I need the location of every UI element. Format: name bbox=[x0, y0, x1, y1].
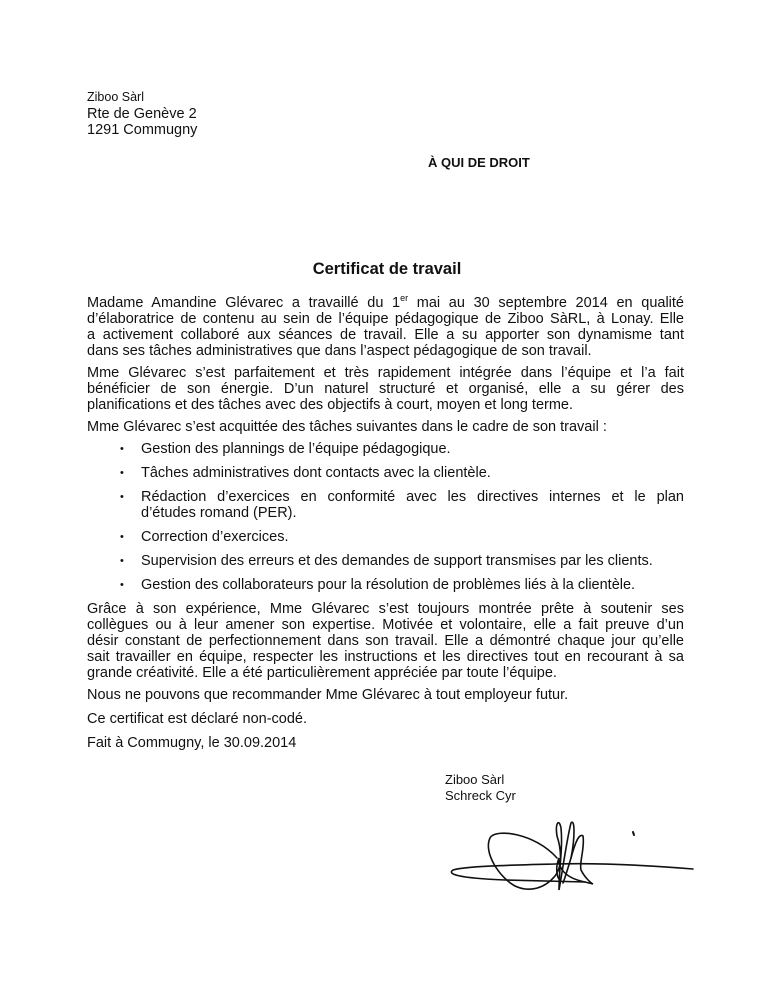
bullet-icon: • bbox=[120, 531, 124, 543]
bullet-icon: • bbox=[120, 555, 124, 567]
text-line: désir constant de perfectionnement dans son travail. Elle a démontré chaque jour qu’elle bbox=[87, 633, 684, 649]
text-line: Mme Glévarec s’est parfaitement et très rapidement intégrée dans l’équipe et l’a fait bbox=[87, 365, 684, 381]
task-item bbox=[87, 529, 684, 545]
bullet-icon: • bbox=[120, 467, 124, 479]
task-item bbox=[87, 441, 684, 457]
text-span: mai au 30 septembre 2014 en qualité bbox=[408, 295, 684, 311]
integration-paragraph bbox=[87, 365, 684, 413]
bullet-icon: • bbox=[120, 491, 124, 503]
text-line: dans ses tâches administratives que dans l’aspect pédagogique de son travail. bbox=[87, 343, 592, 359]
text-line: collègues ou à leur amener son expertise. Motivée et volontaire, elle a fait preuve d’un bbox=[87, 617, 684, 633]
task-item bbox=[87, 553, 684, 569]
text-line: Mme Glévarec s’est acquittée des tâches suivantes dans le cadre de son travail : bbox=[87, 419, 607, 435]
recommendation-text: Nous ne pouvons que recommander Mme Glévarec à tout employeur futur. bbox=[87, 687, 569, 703]
appraisal-paragraph bbox=[87, 601, 684, 681]
text-line: planifications et des tâches avec des objectifs à court, moyen et long terme. bbox=[87, 397, 574, 413]
text-line: Supervision des erreurs et des demandes de support transmises par les clients. bbox=[141, 553, 653, 569]
signatory-block bbox=[445, 772, 516, 804]
document-title: Certificat de travail bbox=[312, 260, 462, 278]
sender-address bbox=[87, 89, 197, 138]
tasks-intro-paragraph bbox=[87, 419, 684, 435]
text-line: d’élaboratrice de contenu au sein de l’équipe pédagogique de Ziboo SàRL, à Lonay. Elle bbox=[87, 311, 684, 327]
text-line: Grâce à son expérience, Mme Glévarec s’est toujours montrée prête à soutenir ses bbox=[87, 601, 684, 617]
signatory-company: Ziboo Sàrl bbox=[445, 772, 505, 787]
task-item bbox=[87, 577, 684, 593]
sender-city: 1291 Commugny bbox=[87, 122, 198, 138]
task-item bbox=[87, 465, 684, 481]
text-line bbox=[87, 295, 684, 311]
recipient-heading: À QUI DE DROIT bbox=[428, 155, 530, 170]
text-line: d’études romand (PER). bbox=[141, 505, 297, 521]
text-span: Madame Amandine Glévarec a travaillé du 1 bbox=[87, 295, 401, 311]
handwritten-signature bbox=[445, 808, 705, 898]
bullet-icon: • bbox=[120, 443, 124, 455]
intro-paragraph bbox=[87, 295, 684, 359]
text-line: Gestion des collaborateurs pour la résolution de problèmes liés à la clientèle. bbox=[141, 577, 636, 593]
sender-street: Rte de Genève 2 bbox=[87, 106, 197, 122]
text-line: Tâches administratives dont contacts avec la clientèle. bbox=[141, 465, 491, 481]
letter-body bbox=[87, 295, 684, 759]
sender-company: Ziboo Sàrl bbox=[87, 90, 144, 104]
place-date-text: Fait à Commugny, le 30.09.2014 bbox=[87, 735, 297, 751]
task-item bbox=[87, 489, 684, 521]
text-line: bénéficier de son énergie. D’un naturel structuré et organisé, elle a su gérer des bbox=[87, 381, 684, 397]
text-line: sait travailler en équipe, respecter les instructions et les directives tout en recourant à sa bbox=[87, 649, 684, 665]
coding-text: Ce certificat est déclaré non-codé. bbox=[87, 711, 308, 727]
signatory-name: Schreck Cyr bbox=[445, 788, 516, 803]
text-line: grande créativité. Elle a été particulièrement appréciée par toute l’équipe. bbox=[87, 665, 557, 681]
bullet-icon: • bbox=[120, 579, 124, 591]
text-line: Correction d’exercices. bbox=[141, 529, 289, 545]
text-line: a activement collaboré aux séances de travail. Elle a su apporter son dynamisme tant bbox=[87, 327, 684, 343]
superscript: er bbox=[400, 293, 409, 303]
text-line: Rédaction d’exercices en conformité avec les directives internes et le plan bbox=[141, 489, 684, 505]
text-line: Gestion des plannings de l’équipe pédagogique. bbox=[141, 441, 451, 457]
task-list bbox=[87, 441, 684, 593]
